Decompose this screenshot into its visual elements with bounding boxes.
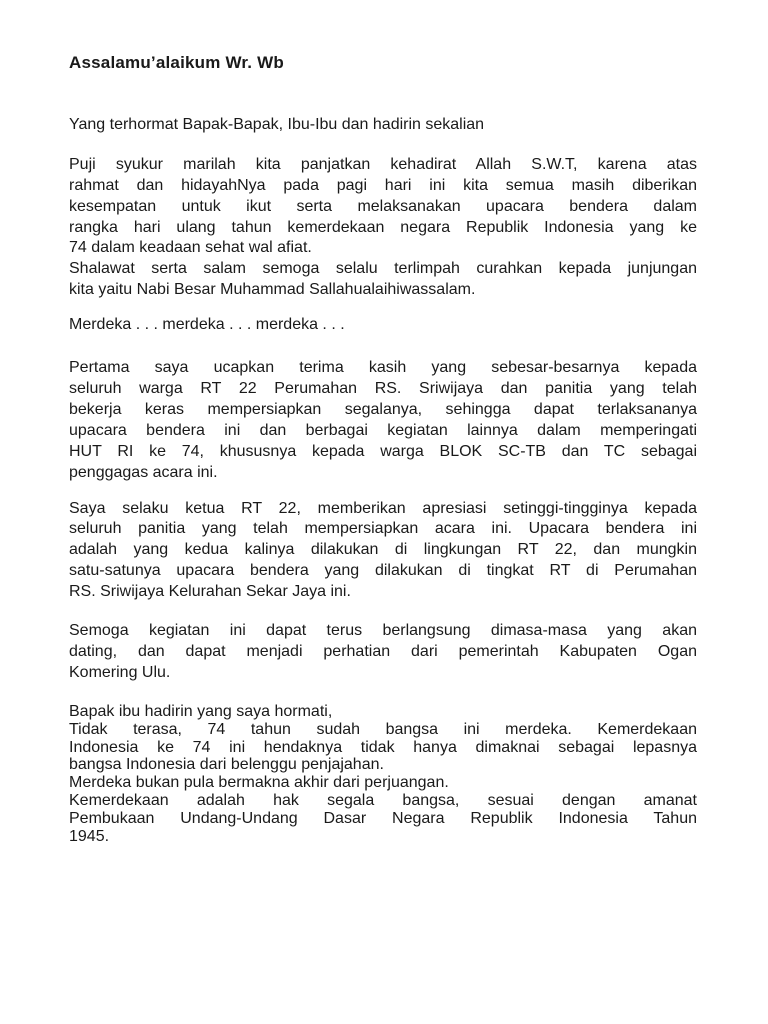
text-line: 74 dalam keadaan sehat wal afiat. (69, 239, 312, 257)
paragraph-appreciation (69, 499, 697, 604)
text-line: adalah yang kedua kalinya dilakukan di lingkungan RT 22, dan mungkin (69, 541, 697, 559)
text-line: bekerja keras mempersiapkan segalanya, sehingga dapat terlaksananya (69, 400, 697, 418)
text-line: Merdeka bukan pula bermakna akhir dari perjuangan. (69, 774, 449, 792)
text-line: dating, dan dapat menjadi perhatian dari pemerintah Kabupaten Ogan (69, 642, 697, 660)
text-line: Komering Ulu. (69, 663, 171, 681)
paragraph-independence-meaning (69, 703, 697, 846)
text-line: Pembukaan Undang-Undang Dasar Negara Republik Indonesia Tahun (69, 810, 697, 828)
speech-document (69, 53, 697, 846)
text-line: kesempatan untuk ikut serta melaksanakan upacara bendera dalam (69, 197, 697, 215)
text-line: upacara bendera ini dan berbagai kegiatan lainnya dalam memperingati (69, 421, 697, 439)
text-line: Saya selaku ketua RT 22, memberikan apresiasi setinggi-tingginya kepada (69, 499, 697, 517)
text-line: satu-satunya upacara bendera yang dilakukan di tingkat RT di Perumahan (69, 562, 697, 580)
text-line: Semoga kegiatan ini dapat terus berlangsung dimasa-masa yang akan (69, 622, 697, 640)
text-line: RS. Sriwijaya Kelurahan Sekar Jaya ini. (69, 583, 351, 601)
text-line: rahmat dan hidayahNya pada pagi hari ini kita semua masih diberikan (69, 176, 697, 194)
text-line: HUT RI ke 74, khususnya kepada warga BLOK SC-TB dan TC sebagai (69, 442, 697, 460)
text-line: Bapak ibu hadirin yang saya hormati, (69, 702, 333, 720)
text-line: Tidak terasa, 74 tahun sudah bangsa ini merdeka. Kemerdekaan (69, 720, 697, 738)
paragraph-hope (69, 621, 697, 684)
text-line: Pertama saya ucapkan terima kasih yang sebesar-besarnya kepada (69, 359, 697, 377)
greeting-heading (69, 53, 697, 74)
text-line: Puji syukur marilah kita panjatkan kehadirat Allah S.W.T, karena atas (69, 155, 697, 173)
text-line: rangka hari ulang tahun kemerdekaan negara Republik Indonesia yang ke (69, 218, 697, 236)
text-line: 1945. (69, 828, 110, 846)
text-line: penggagas acara ini. (69, 463, 218, 481)
text-line: seluruh warga RT 22 Perumahan RS. Sriwijaya dan panitia yang telah (69, 379, 697, 397)
text-line: seluruh panitia yang telah mempersiapkan acara ini. Upacara bendera ini (69, 520, 697, 538)
paragraph-opening-gratitude (69, 155, 697, 301)
text-line: Yang terhormat Bapak-Bapak, Ibu-Ibu dan hadirin sekalian (69, 115, 485, 133)
paragraph-salutation (69, 115, 697, 136)
text-line: kita yaitu Nabi Besar Muhammad Sallahualaihiwassalam. (69, 281, 476, 299)
text-line: Kemerdekaan adalah hak segala bangsa, sesuai dengan amanat (69, 792, 697, 810)
text-line: Shalawat serta salam semoga selalu terlimpah curahkan kepada junjungan (69, 260, 697, 278)
text-line: Assalamu’alaikum Wr. Wb (69, 53, 284, 72)
text-line: Merdeka . . . merdeka . . . merdeka . . . (69, 316, 345, 334)
paragraph-merdeka-chant (69, 315, 697, 336)
paragraph-thanks-to-committee (69, 358, 697, 483)
text-line: bangsa Indonesia dari belenggu penjajahan. (69, 756, 384, 774)
text-line: Indonesia ke 74 ini hendaknya tidak hanya dimaknai sebagai lepasnya (69, 738, 697, 756)
